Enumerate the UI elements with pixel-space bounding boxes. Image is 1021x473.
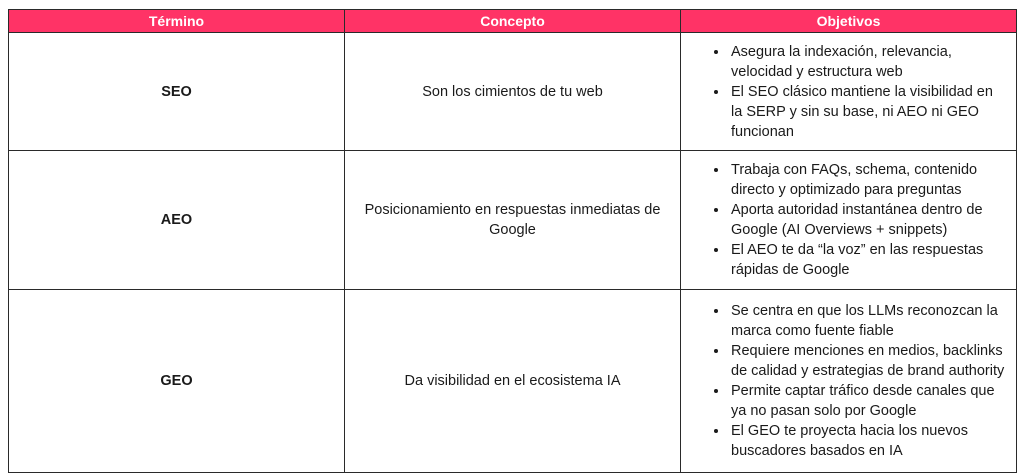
term-cell: GEO: [9, 290, 345, 473]
objectives-cell: [681, 290, 1017, 473]
table-row-seo: [9, 33, 1017, 151]
objective-item: • Trabaja con FAQs, schema, contenido directo y optimizado para preguntas: [729, 160, 1008, 200]
header-row: [9, 10, 1017, 33]
term-cell: SEO: [9, 33, 345, 151]
objectives-cell: [681, 151, 1017, 290]
table-row-geo: [9, 290, 1017, 473]
objective-item: • El SEO clásico mantiene la visibilidad en la SERP y sin su base, ni AEO ni GEO funcionan: [729, 82, 1008, 142]
objective-item: • Permite captar tráfico desde canales que ya no pasan solo por Google: [729, 381, 1008, 421]
header-termino: Término: [9, 10, 345, 33]
concept-cell: Son los cimientos de tu web: [345, 33, 681, 151]
objective-item: • Requiere menciones en medios, backlinks de calidad y estrategias de brand authority: [729, 341, 1008, 381]
objective-item: • El GEO te proyecta hacia los nuevos buscadores basados en IA: [729, 421, 1008, 461]
header-concepto: Concepto: [345, 10, 681, 33]
objectives-list: [681, 160, 1008, 280]
objectives-list: [681, 301, 1008, 461]
objective-item: • Se centra en que los LLMs reconozcan la marca como fuente fiable: [729, 301, 1008, 341]
header-objetivos: Objetivos: [681, 10, 1017, 33]
objective-item: • El AEO te da “la voz” en las respuestas rápidas de Google: [729, 240, 1008, 280]
objective-item: • Aporta autoridad instantánea dentro de Google (AI Overviews + snippets): [729, 200, 1008, 240]
term-cell: AEO: [9, 151, 345, 290]
objectives-cell: [681, 33, 1017, 151]
concept-cell: Posicionamiento en respuestas inmediatas de Google: [345, 151, 681, 290]
concept-cell: Da visibilidad en el ecosistema IA: [345, 290, 681, 473]
objectives-list: [681, 42, 1008, 142]
objective-item: • Asegura la indexación, relevancia, velocidad y estructura web: [729, 42, 1008, 82]
comparison-table: [8, 9, 1017, 473]
table-row-aeo: [9, 151, 1017, 290]
